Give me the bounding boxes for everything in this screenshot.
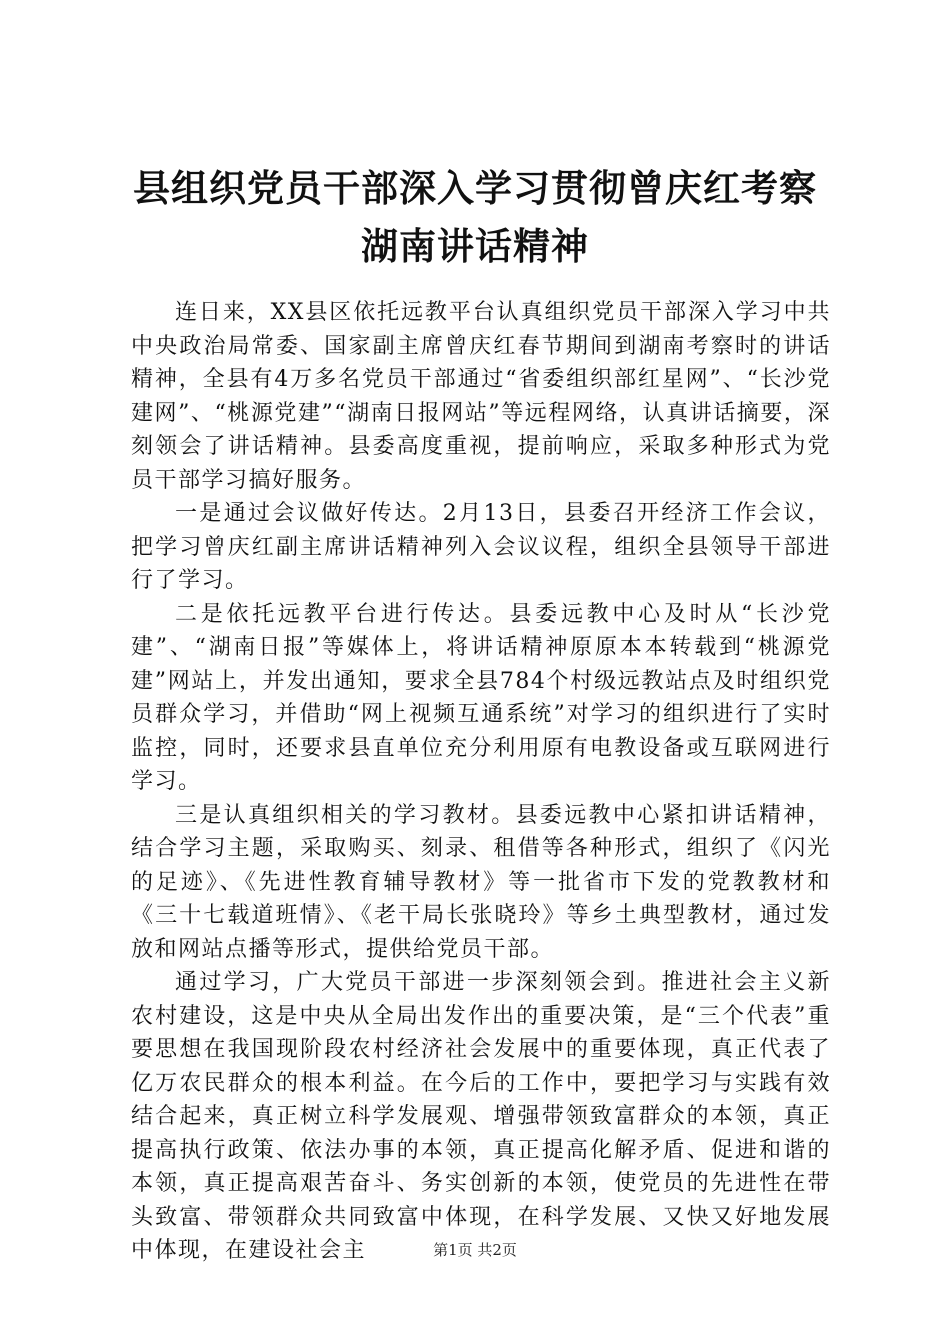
paragraph-point-three: 三是认真组织相关的学习教材。县委远教中心紧扣讲话精神，结合学习主题，采取购买、刻录、租借等各种形式，组织了《闪光的足迹》、《先进性教育辅导教材》等一批省市下发的党教教材和《三十七载道班情》、《老干局长张晓玲》等乡土典型教材，通过发放和网站点播等形式，提供给党员干部。 <box>131 802 831 962</box>
paragraph-intro: 连日来，XX县区依托远教平台认真组织党员干部深入学习中共中央政治局常委、国家副主席曾庆红春节期间到湖南考察时的讲话精神，全县有4万多名党员干部通过“省委组织部红星网”、“长沙党建网”、“桃源党建”“湖南日报网站”等远程网络，认真讲话摘要，深刻领会了讲话精神。县委高度重视，提前响应，采取多种形式为党员干部学习搞好服务。 <box>131 300 831 493</box>
page-number-footer: 第1页 共2页 <box>433 1241 517 1259</box>
paragraph-conclusion: 通过学习，广大党员干部进一步深刻领会到。推进社会主义新农村建设，这是中央从全局出发作出的重要决策，是“三个代表”重要思想在我国现阶段农村经济社会发展中的重要体现，真正代表了亿万农民群众的根本利益。在今后的工作中，要把学习与实践有效结合起来，真正树立科学发展观、增强带领致富群众的本领，真正提高执行政策、依法办事的本领，真正提高化解矛盾、促进和谐的本领，真正提高艰苦奋斗、务实创新的本领，使党员的先进性在带头致富、带领群众共同致富中体现，在科学发展、又快又好地发展中体现，在建设社会主 <box>131 970 831 1263</box>
document-body <box>131 296 831 1268</box>
paragraph-point-two: 二是依托远教平台进行传达。县委远教中心及时从“长沙党建”、“湖南日报”等媒体上，将讲话精神原原本本转载到“桃源党建”网站上，并发出通知，要求全县784个村级远教站点及时组织党员群众学习，并借助“网上视频互通系统”对学习的组织进行了实时监控，同时，还要求县直单位充分利用原有电教设备或互联网进行学习。 <box>131 601 831 794</box>
document-title: 县组织党员干部深入学习贯彻曾庆红考察湖南讲话精神 <box>133 167 817 268</box>
paragraph-point-one: 一是通过会议做好传达。2月13日，县委召开经济工作会议，把学习曾庆红副主席讲话精神列入会议议程，组织全县领导干部进行了学习。 <box>131 501 831 593</box>
